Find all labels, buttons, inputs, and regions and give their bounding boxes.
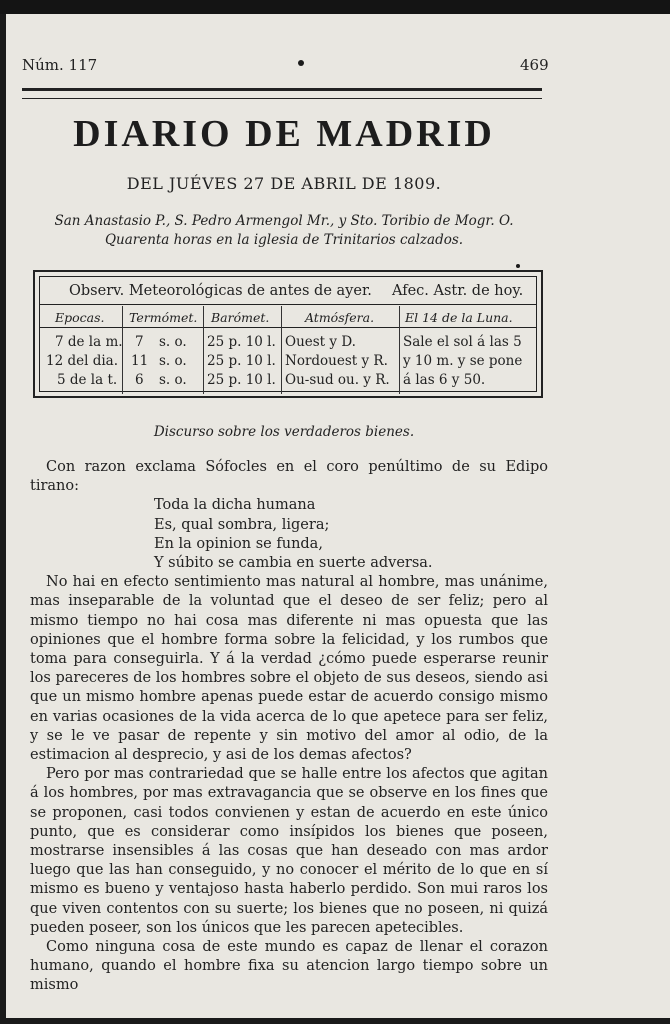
row3-atmos: Ou-sud ou. y R. xyxy=(285,372,390,388)
col-atmosfera: Atmósfera. xyxy=(305,310,375,325)
article-intro: Con razon exclama Sófocles en el coro penúltimo de su Edipo tirano: xyxy=(30,459,548,495)
masthead-title: DIARIO DE MADRID xyxy=(73,113,495,155)
weather-table xyxy=(33,270,543,398)
table-rule-header xyxy=(39,327,537,328)
column-divider xyxy=(281,306,282,394)
row3-epoca: 5 de la t. xyxy=(57,372,118,388)
page-number: 469 xyxy=(520,56,549,74)
header-rule xyxy=(22,88,542,99)
verse-line: En la opinion se funda, xyxy=(154,535,323,552)
col-barometro: Barómet. xyxy=(211,310,270,325)
article-body xyxy=(30,458,548,996)
dateline: DEL JUÉVES 27 DE ABRIL DE 1809. xyxy=(126,174,442,193)
row3-term-unit: s. o. xyxy=(159,372,187,388)
row2-atmos: Nordouest y R. xyxy=(285,353,388,369)
meteorological-heading: Observ. Meteorológicas de antes de ayer. xyxy=(69,283,372,299)
column-divider xyxy=(203,306,204,394)
ink-spot xyxy=(516,264,520,268)
row1-astr: Sale el sol á las 5 xyxy=(403,334,522,350)
saints-of-the-day xyxy=(20,212,548,250)
verse-line: Toda la dicha humana xyxy=(154,497,316,514)
verse-line: Y súbito se cambia en suerte adversa. xyxy=(154,555,433,572)
paragraph: Pero por mas contrariedad que se halle entre los afectos que agitan á los hombres, por mas extravagancia que se observe en los fines que se proponen, casi todos convienen y estan de acuerdo en este único punto, que es considerar como insípidos los bienes que poseen, mostrarse insensibles á las cosas que han deseado con mas ardor luego que las han conseguido, y no conocer el mérito de lo que en sí mismo es bueno y ventajoso hasta haberlo perdido. Son mui raros los que viven contentos con su suerte; los bienes que no poseen, ni quizá pueden poseer, son los únicos que les parecen apetecibles. xyxy=(30,766,548,936)
article-title: Discurso sobre los verdaderos bienes. xyxy=(153,424,415,440)
row1-epoca: 7 de la m. xyxy=(55,334,123,350)
astronomical-heading: Afec. Astr. de hoy. xyxy=(392,283,524,299)
row2-term-unit: s. o. xyxy=(159,353,187,369)
issue-number: Núm. 117 xyxy=(22,56,98,74)
column-divider xyxy=(399,306,400,394)
col-termometro: Termómet. xyxy=(129,310,198,325)
table-rule-top xyxy=(39,304,537,305)
row3-barom: 25 p. 10 l. xyxy=(207,372,276,388)
row3-term: 6 xyxy=(135,372,144,388)
scan-top-edge xyxy=(0,0,670,14)
row1-barom: 25 p. 10 l. xyxy=(207,334,276,350)
row2-term: 11 xyxy=(131,353,149,369)
row1-term: 7 xyxy=(135,334,144,350)
row2-barom: 25 p. 10 l. xyxy=(207,353,276,369)
row3-astr: á las 6 y 50. xyxy=(403,372,486,388)
ink-spot xyxy=(298,60,304,66)
row1-term-unit: s. o. xyxy=(159,334,187,350)
row2-epoca: 12 del dia. xyxy=(46,353,119,369)
saints-line-2: Quarenta horas en la iglesia de Trinitarios calzados. xyxy=(104,232,464,248)
col-luna: El 14 de la Luna. xyxy=(405,310,513,325)
row1-atmos: Ouest y D. xyxy=(285,334,356,350)
row2-astr: y 10 m. y se pone xyxy=(403,353,523,369)
col-epocas: Epocas. xyxy=(55,310,105,325)
paragraph: Como ninguna cosa de este mundo es capaz de llenar el corazon humano, quando el hombre fixa su atencion largo tiempo sobre un mismo xyxy=(30,939,548,994)
verse-line: Es, qual sombra, ligera; xyxy=(154,516,330,533)
column-divider xyxy=(122,306,123,394)
saints-line-1: San Anastasio P., S. Pedro Armengol Mr., y Sto. Toribio de Mogr. O. xyxy=(54,213,514,229)
paragraph: No hai en efecto sentimiento mas natural al hombre, mas unánime, mas inseparable de la voluntad que el deseo de ser feliz; pero al mismo tiempo no hai cosa mas diferente ni mas opuesta que las opiniones que el hombre forma sobre la felicidad, y los rumbos que toma para conseguirla. Y á la verdad ¿cómo puede esperarse reunir los pareceres de los hombres sobre el objeto de sus deseos, siendo asi que un mismo hombre apenas puede estar de acuerdo consigo mismo en varias ocasiones de la vida acerca de lo que apetece para ser feliz, y se le ve pasar de repente y sin motivo del amor al odio, de la estimacion al desprecio, y asi de los demas afectos? xyxy=(30,574,548,764)
